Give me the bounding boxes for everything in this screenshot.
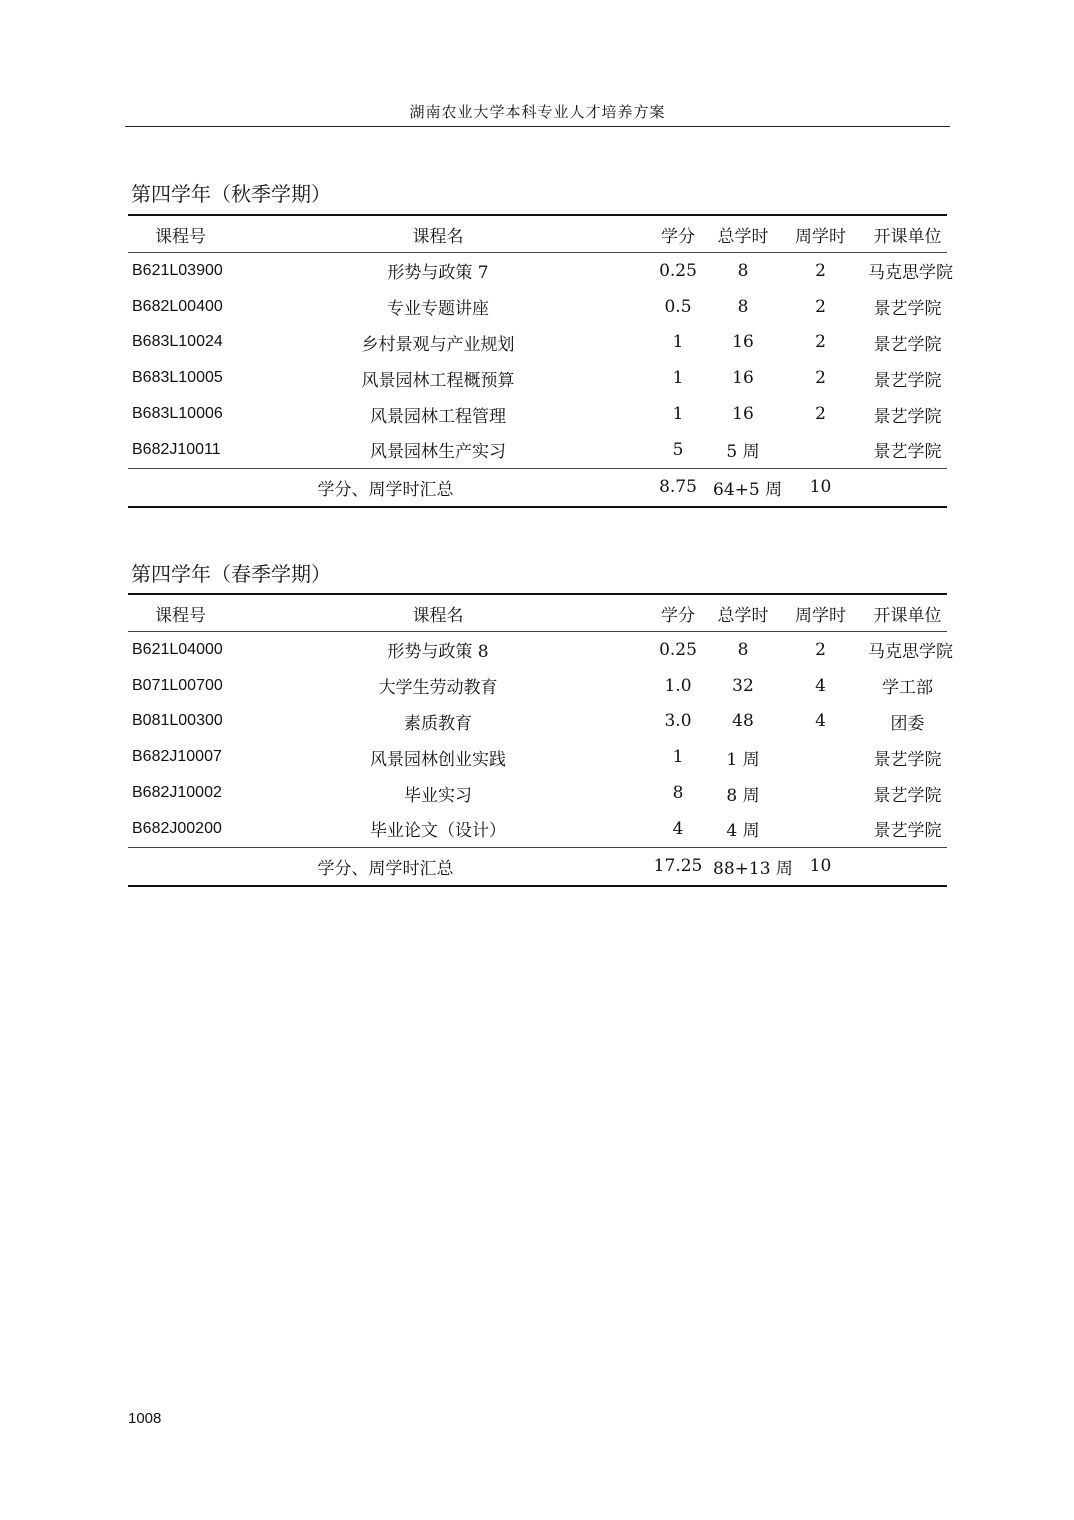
course-code: B682J10002 [132,784,222,802]
course-total-hours: 8 [737,260,749,281]
summary-label: 学分、周学时汇总 [128,847,643,886]
column-header-name: 课程名 [233,215,643,253]
course-total-hours: 16 [732,404,754,425]
course-name: 风景园林生产实习 [370,442,506,463]
spring-course-table [128,593,953,887]
course-dept: 景艺学院 [873,299,942,320]
summary-credits: 17.25 [643,847,713,886]
course-credits: 1.0 [664,675,692,696]
table-row [128,432,947,468]
section-title-fall: 第四学年（秋季学期） [131,182,331,206]
course-credits: 0.25 [659,639,697,660]
course-weekly-hours: 4 [815,675,826,696]
column-header-code: 课程号 [128,594,233,632]
course-credits: 1 [672,332,684,353]
column-header-credits: 学分 [643,594,713,632]
course-total-hours: 8 周 [726,785,760,806]
course-code: B683L10005 [132,369,223,387]
course-dept: 景艺学院 [873,821,942,842]
course-credits: 1 [672,368,684,389]
course-dept: 景艺学院 [873,334,942,355]
course-credits: 8 [672,783,684,804]
fall-course-table [128,214,953,508]
course-name: 毕业实习 [404,785,472,806]
summary-credits: 8.75 [643,468,713,507]
course-code: B682J00200 [132,819,222,837]
summary-label: 学分、周学时汇总 [128,468,643,507]
column-header-dept: 开课单位 [868,594,947,632]
course-credits: 5 [672,439,684,460]
column-header-total-hours: 总学时 [713,215,773,253]
course-dept: 景艺学院 [873,406,942,427]
course-weekly-hours [773,432,868,468]
course-total-hours: 8 [737,296,749,317]
course-code: B621L03900 [132,261,223,279]
summary-total-hours: 64+5 周 [713,468,773,507]
column-header-name: 课程名 [233,594,643,632]
course-weekly-hours [773,775,868,811]
table-row [128,253,947,289]
table-row [128,811,947,847]
course-weekly-hours [773,811,868,847]
course-total-hours: 4 周 [726,821,760,842]
course-total-hours: 1 周 [726,749,760,770]
course-weekly-hours: 2 [815,332,826,353]
course-dept: 景艺学院 [873,370,942,391]
column-header-weekly-hours: 周学时 [773,594,868,632]
table-row [128,289,947,325]
course-dept: 马克思学院 [868,263,953,284]
course-credits: 1 [672,747,684,768]
course-name: 毕业论文（设计） [370,821,506,842]
summary-dept [868,847,947,886]
course-code: B621L04000 [132,640,223,658]
course-name: 风景园林工程概预算 [361,370,515,391]
course-total-hours: 16 [732,332,754,353]
course-weekly-hours: 2 [815,296,826,317]
course-name: 素质教育 [404,713,472,734]
course-credits: 1 [672,404,684,425]
table-row [128,396,947,432]
table-row [128,704,947,740]
course-weekly-hours: 4 [815,711,826,732]
course-code: B071L00700 [132,676,223,694]
course-dept: 马克思学院 [868,642,953,663]
course-code: B683L10024 [132,333,223,351]
course-name: 风景园林创业实践 [370,749,506,770]
column-header-weekly-hours: 周学时 [773,215,868,253]
course-credits: 0.25 [659,260,697,281]
page-header: 湖南农业大学本科专业人才培养方案 [125,100,950,127]
course-total-hours: 16 [732,368,754,389]
summary-row [128,468,947,507]
course-total-hours: 8 [737,639,749,660]
course-code: B682J10011 [132,440,221,458]
course-code: B682L00400 [132,297,223,315]
course-weekly-hours: 2 [815,368,826,389]
course-name: 形势与政策 7 [387,263,489,284]
table-row [128,775,947,811]
course-total-hours: 48 [732,711,754,732]
course-code: B682J10007 [132,748,222,766]
course-name: 风景园林工程管理 [370,406,506,427]
summary-total-hours: 88+13 周 [713,847,773,886]
course-name: 专业专题讲座 [387,299,489,320]
table-row [128,325,947,361]
course-total-hours: 5 周 [726,442,760,463]
course-dept: 学工部 [882,678,933,699]
table-header-row [128,215,947,253]
summary-dept [868,468,947,507]
course-total-hours: 32 [732,675,754,696]
table-row [128,360,947,396]
course-weekly-hours: 2 [815,404,826,425]
course-credits: 3.0 [664,711,692,732]
course-credits: 0.5 [664,296,692,317]
column-header-total-hours: 总学时 [713,594,773,632]
table-row [128,739,947,775]
course-dept: 景艺学院 [873,785,942,806]
course-weekly-hours: 2 [815,260,826,281]
course-name: 形势与政策 8 [387,642,489,663]
course-weekly-hours: 2 [815,639,826,660]
course-dept: 景艺学院 [873,749,942,770]
column-header-credits: 学分 [643,215,713,253]
summary-row [128,847,947,886]
course-weekly-hours [773,739,868,775]
course-name: 乡村景观与产业规划 [361,334,515,355]
table-header-row [128,594,947,632]
page-number: 1008 [128,1410,162,1427]
course-code: B683L10006 [132,405,223,423]
section-title-spring: 第四学年（春季学期） [131,562,331,586]
course-dept: 团委 [890,713,925,734]
table-row [128,632,947,668]
summary-weekly-hours: 10 [773,847,868,886]
summary-weekly-hours: 10 [773,468,868,507]
course-dept: 景艺学院 [873,442,942,463]
course-name: 大学生劳动教育 [378,678,498,699]
column-header-code: 课程号 [128,215,233,253]
course-credits: 4 [672,818,684,839]
table-row [128,668,947,704]
course-code: B081L00300 [132,712,223,730]
column-header-dept: 开课单位 [868,215,947,253]
